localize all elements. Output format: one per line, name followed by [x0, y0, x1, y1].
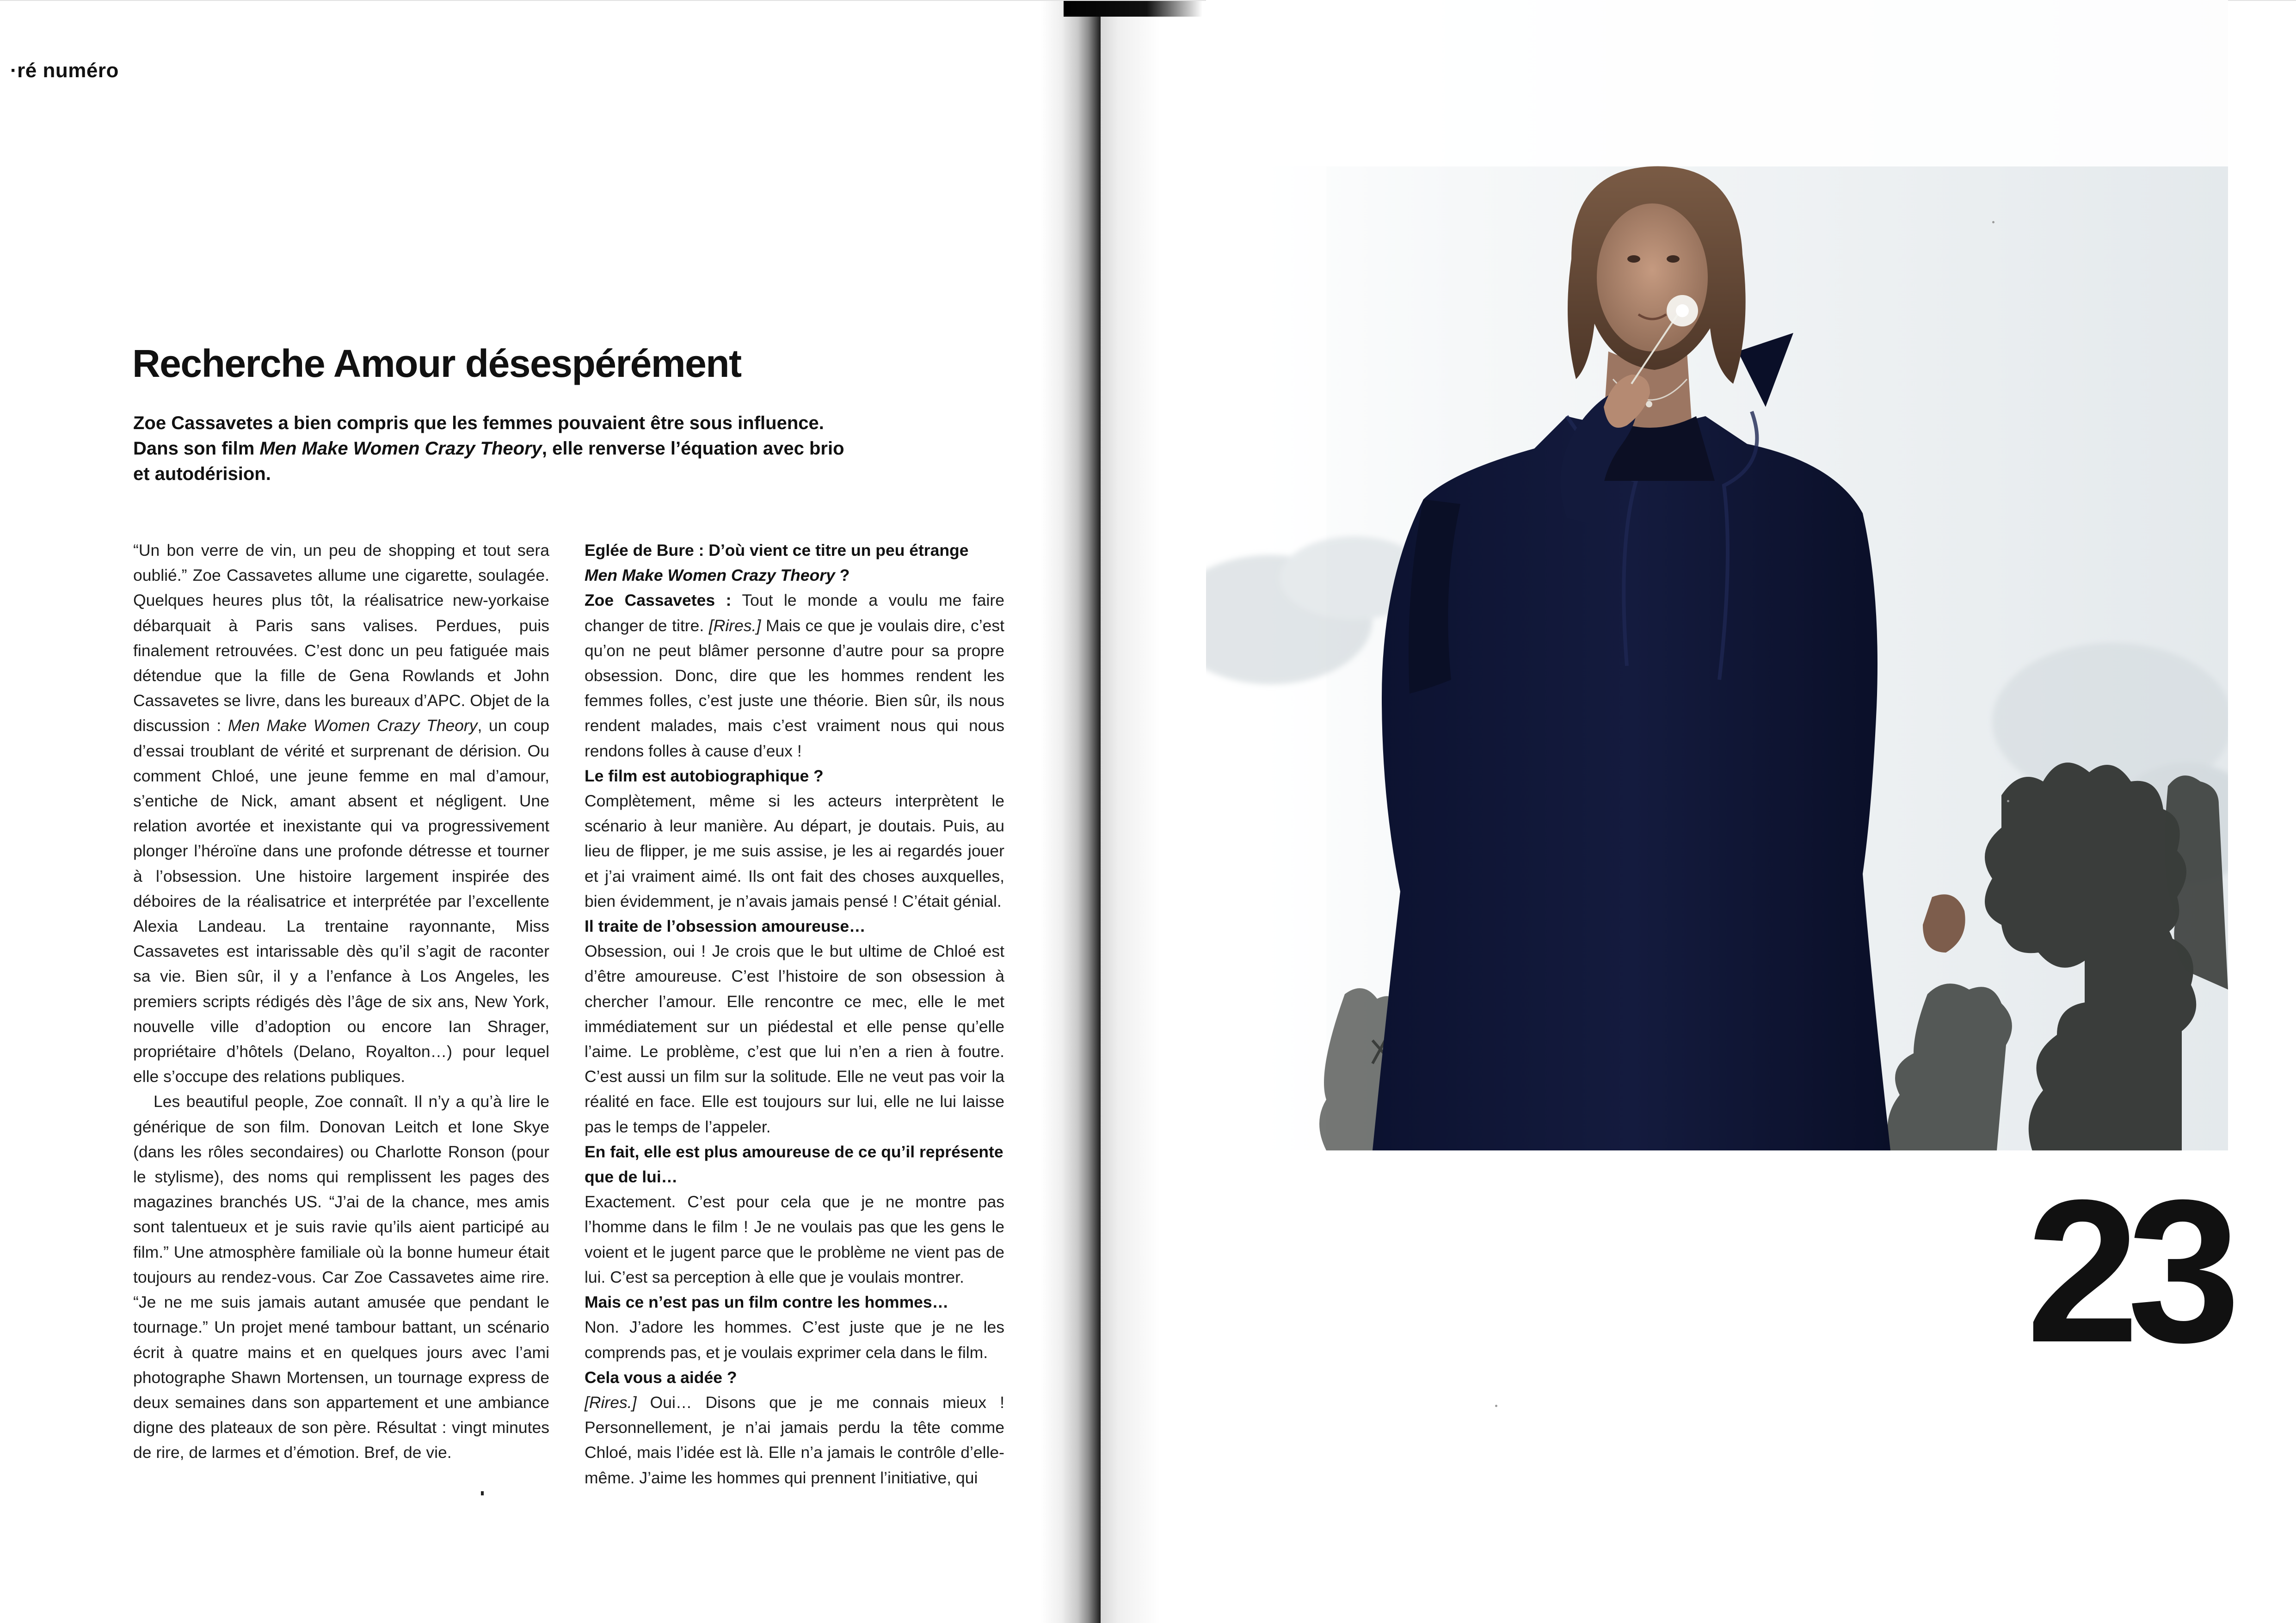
interview-question-4: En fait, elle est plus amoureuse de ce qu’il représente que de lui… [585, 1142, 1003, 1187]
answer-6-laughter: [Rires.] [585, 1393, 637, 1412]
paper-speck [1992, 221, 1994, 223]
deck-text-start: Zoe Cassavetes a bien compris que les femmes pouvaient être sous influence. Dans son film [133, 413, 824, 459]
paper-speck [2007, 800, 2009, 802]
woman-face [1597, 203, 1708, 351]
article-headline: Recherche Amour désespérément [132, 342, 741, 385]
question-1-end: ? [835, 566, 850, 585]
paper-speck [1495, 1405, 1497, 1407]
answer-1-laughter: [Rires.] [708, 616, 761, 635]
interview-answer-1 [585, 588, 1004, 763]
interview-column [585, 538, 1004, 1490]
article-deck [133, 411, 864, 486]
running-head: ·ré numéro [10, 59, 119, 82]
deck-film-title: Men Make Women Crazy Theory [259, 438, 542, 459]
deck-text-end: , elle renverse l’équation avec brio et autodérision. [133, 438, 844, 484]
interview-question-1 [585, 538, 1004, 588]
interview-answer-6 [585, 1390, 1004, 1490]
interview-answer-5: Non. J’adore les hommes. C’est juste que je ne les comprends pas, et je voulais exprimer cela dans le film. [585, 1318, 1004, 1362]
interviewer-name: Eglée de Bure : [585, 541, 704, 559]
body-paragraph-2: Les beautiful people, Zoe connaît. Il n’y a qu’à lire le générique de son film. Donovan Leitch et Ione Skye (dans les rôles secondaires) ou Charlotte Ronson (pour le stylisme), des noms qui remplissent les pages des magazines branchés US. “J’ai de la chance, mes amis sont talentueux et je suis ravie qu’ils aient participé au film.” Une atmosphère familiale où la bonne humeur était toujours au rendez-vous. Car Zoe Cassavetes aime rire. “Je ne me suis jamais autant amusée que pendant le tournage.” Un projet mené tambour battant, un scénario écrit à quatre mains et en quelques jours avec l’ami photographe Shawn Mortensen, un tournage express de deux semaines dans son appartement et une ambiance digne des plateaux de son père. Résultat : vingt minutes de rire, de larmes et d’émotion. Bref, de vie. [133, 1092, 549, 1462]
answer-1-end: Mais ce que je voulais dire, c’est qu’on ne peut blâmer personne d’autre pour sa propre obsession. Donc, dire que les hommes rendent les femmes folles, c’est juste une théorie. Bien sûr, ils nous rendent malades, mais c’est vraiment nous qui nous rendons folles à cause d’eux ! [585, 616, 1005, 760]
paragraph-1-film-title: Men Make Women Crazy Theory [228, 716, 478, 735]
interview-answer-3: Obsession, oui ! Je crois que le but ultime de Chloé est d’être amoureuse. C’est l’histoire de son obsession à chercher l’amour. Elle rencontre ce mec, elle le met immédiatement sur un piédestal et elle pense qu’elle l’aime. Le problème, c’est que lui n’en a rien à foutre. C’est aussi un film sur la solitude. Elle ne veut pas voir la réalité en face. Elle est toujours sur lui, elle ne lui laisse pas le temps de l’appeler. [585, 942, 1004, 1136]
paragraph-1-end: , un coup d’essai troublant de vérité et surprenant de dérision. Ou comment Chloé, une jeune femme en mal d’amour, s’entiche de Nick, amant absent et négligent. Une relation avortée et inexistante qui va progressivement plonger l’héroïne dans une profonde détresse et tourner à l’obsession. Une histoire largement inspirée des déboires de la réalisatrice et interprétée par l’excellente Alexia Landeau. La trentaine rayonnante, Miss Cassavetes est intarissable dès qu’il s’agit de raconter sa vie. Bien sûr, il y a l’enfance à Los Angeles, les premiers scripts rédigés dès l’âge de six ans, New York, nouvelle ville d’adoption ou encore Ian Shrager, propriétaire d’hôtels (Delano, Royalton…) pour lequel elle s’occupe des relations publiques. [133, 716, 549, 1086]
interview-answer-4: Exactement. C’est pour cela que je ne montre pas l’homme dans le film ! Je ne voulais pas que les gens le voient et le jugent parce que le problème ne vient pas de lui. C’est sa perception à elle que je voulais montrer. [585, 1193, 1004, 1286]
gutter-shadow [1064, 0, 1202, 17]
interview-question-3: Il traite de l’obsession amoureuse… [585, 917, 866, 936]
interview-question-5: Mais ce n’est pas un film contre les hommes… [585, 1293, 949, 1312]
interview-question-6: Cela vous a aidée ? [585, 1368, 737, 1387]
body-paragraph-1 [133, 538, 549, 1089]
body-column-1 [133, 538, 549, 1465]
question-1-film-title: Men Make Women Crazy Theory [585, 566, 835, 585]
interview-answer-2: Complètement, même si les acteurs interprètent le scénario à leur manière. Au départ, je doutais. Puis, au lieu de flipper, je me suis assise, je les ai regardés jouer et j’ai vraiment aimé. Ils ont fait des choses auxquelles, bien évidemment, je n’avais jamais pensé ! C’était génial. [585, 792, 1004, 910]
interview-question-2: Le film est autobiographique ? [585, 766, 824, 785]
portrait-photo [1206, 0, 2228, 1150]
interviewee-name: Zoe Cassavetes : [585, 591, 732, 610]
paragraph-1-start: “Un bon verre de vin, un peu de shopping et tout sera oublié.” Zoe Cassavetes allume une cigarette, soulagée. Quelques heures plus tôt, la réalisatrice new-yorkaise débarquait à Paris sans valises. Perdues, puis finalement retrouvées. C’est donc un peu fatiguée mais détendue que la fille de Gena Rowlands et John Cassavetes se livre, dans les bureaux d’APC. Objet de la discussion : [133, 541, 549, 735]
answer-1-start: Tout le monde a voulu me faire changer de titre. [585, 591, 1004, 635]
question-1-start: D’où vient ce titre un peu étrange [704, 541, 969, 559]
page-gutter [1040, 0, 1101, 1623]
answer-6-text: Oui… Disons que je me connais mieux ! Personnellement, je n’ai jamais perdu la tête comme Chloé, mais l’idée est là. Elle n’a jamais le contrôle d’elle-même. J’aime les hommes qui prennent l’initiative, qui [585, 1393, 1004, 1487]
ink-speck [481, 1491, 484, 1495]
page-number: 23 [2026, 1158, 2228, 1385]
